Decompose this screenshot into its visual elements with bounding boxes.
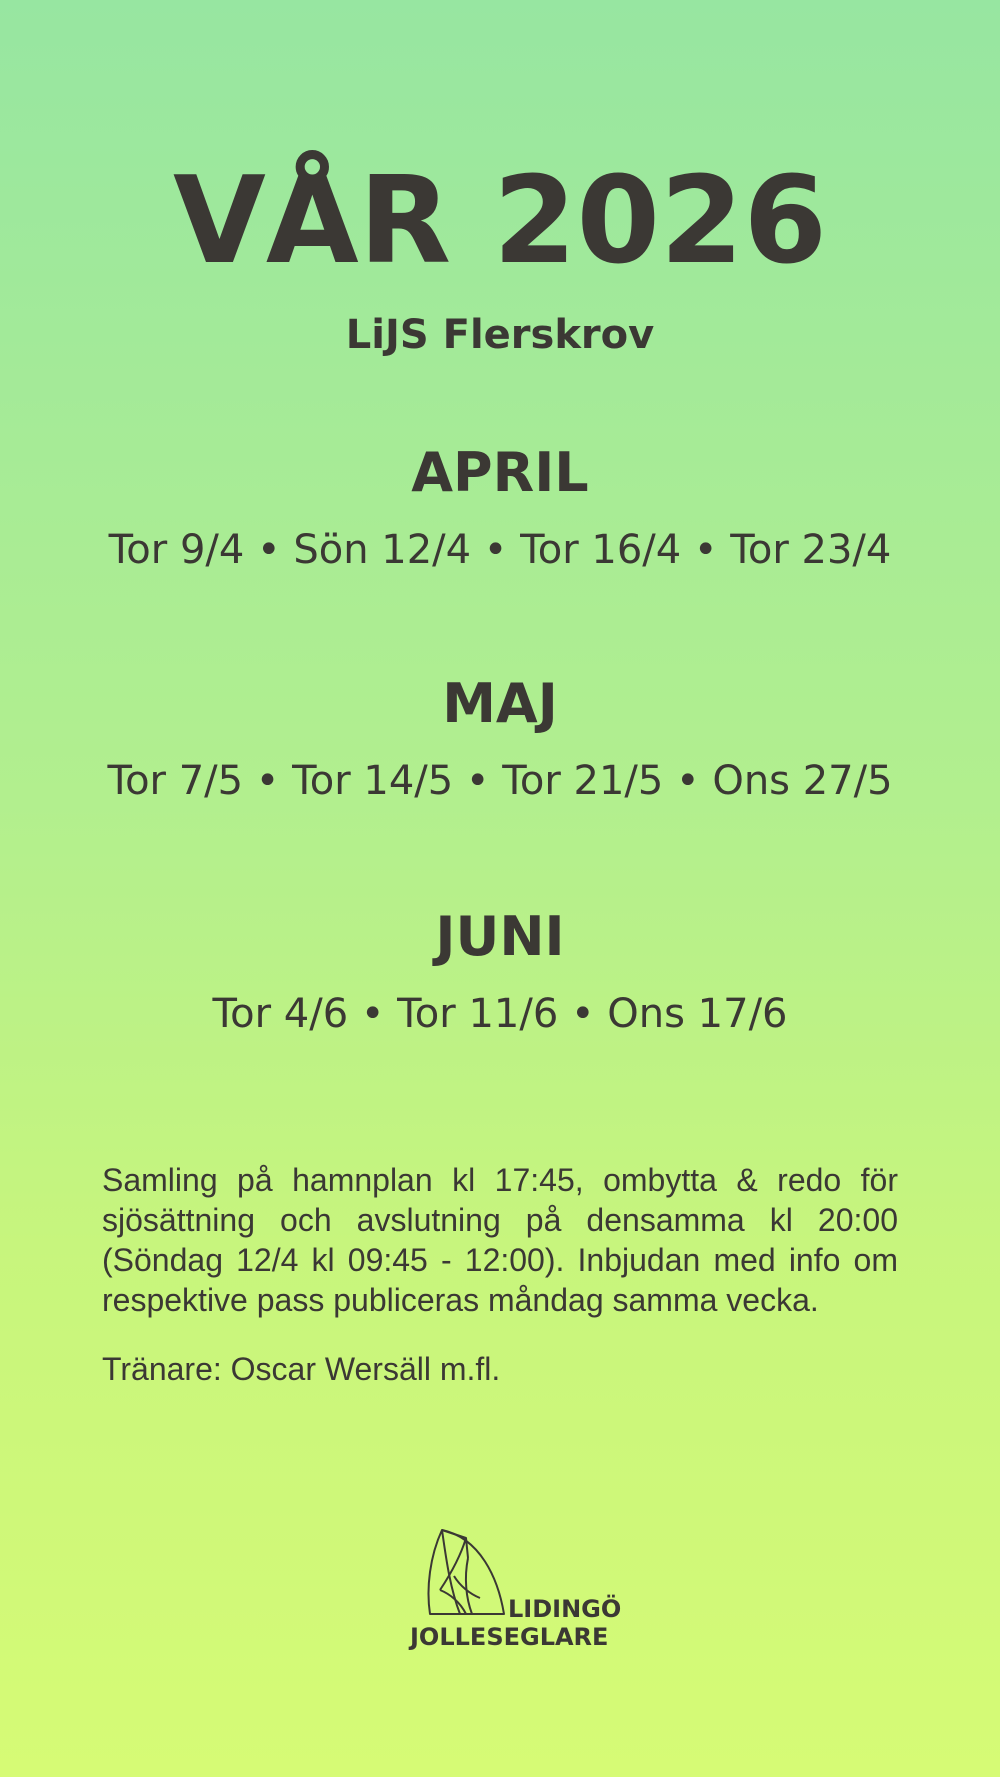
info-text: Samling på hamnplan kl 17:45, ombytta & redo för sjösättning och avslutning på densamma kl 20:00 (Söndag 12/4 kl 09:45 - 12:00). Inbjudan med info om respektive pass publiceras måndag samma vecka. [102,1162,898,1318]
month-dates: Tor 9/4 • Sön 12/4 • Tor 16/4 • Tor 23/4 [108,527,892,573]
month-dates: Tor 7/5 • Tor 14/5 • Tor 21/5 • Ons 27/5 [107,758,893,804]
club-logo [410,1528,630,1658]
logo-text-line1: LIDINGÖ [508,1595,622,1623]
page-subtitle: LiJS Flerskrov [345,312,655,358]
month-dates: Tor 4/6 • Tor 11/6 • Ons 17/6 [212,991,788,1037]
month-may [0,671,1000,807]
month-name: MAJ [442,672,558,735]
logo-text-line2: JOLLESEGLARE [410,1623,609,1651]
month-april [0,440,1000,576]
trainer-text: Tränare: Oscar Wersäll m.fl. [102,1351,501,1387]
month-june [0,904,1000,1040]
sail-icon [420,1528,506,1620]
month-name: JUNI [435,905,565,968]
page-title: VÅR 2026 [173,152,827,291]
month-name: APRIL [411,441,589,504]
